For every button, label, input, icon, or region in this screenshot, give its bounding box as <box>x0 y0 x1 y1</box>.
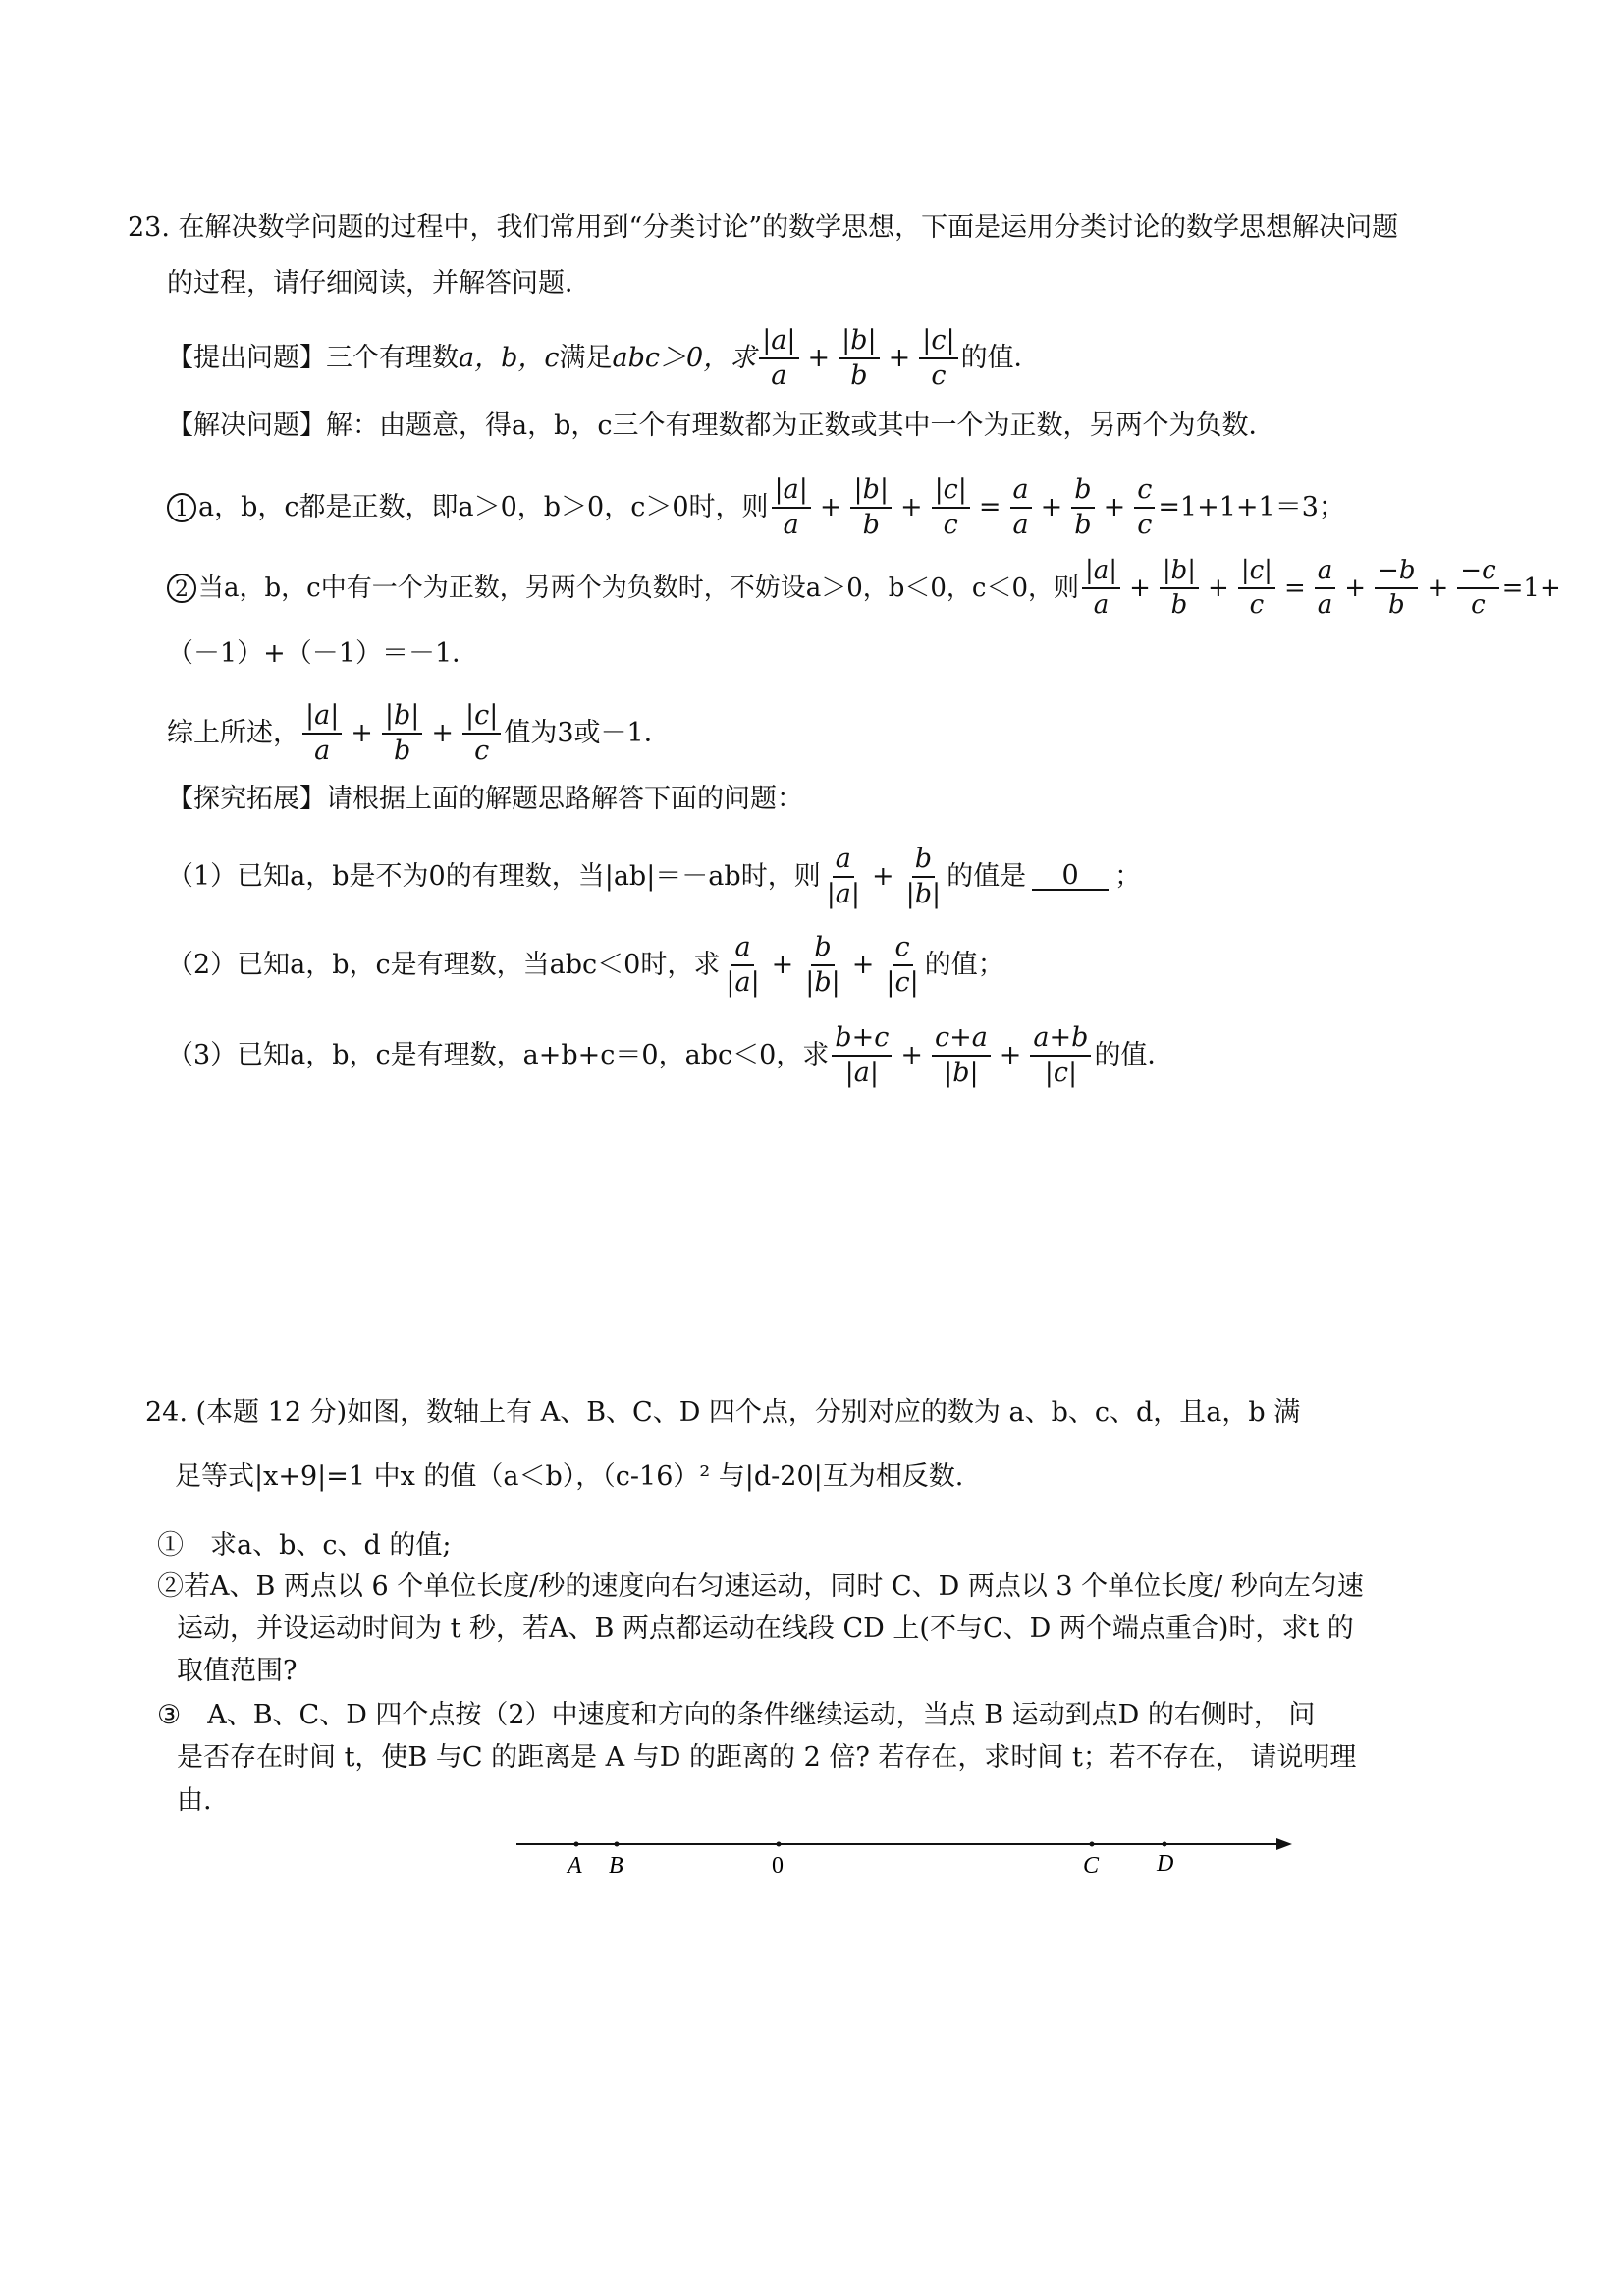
q24-item3-line2: 是否存在时间 t，使B 与C 的距离是 A 与D 的距离的 2 倍? 若存在，求时间 t；若不存在， 请说明理 <box>177 1742 1357 1773</box>
circled-number-1: 1 <box>167 493 196 522</box>
case2-text: 当a，b，c中有一个为正数，另两个为负数时，不妨设a＞0，b＜0，c＜0，则 <box>198 573 1080 603</box>
q23-line1: 23. 在解决数学问题的过程中，我们常用到“分类讨论”的数学思想，下面是运用分类讨论的数学思想解决问题 <box>128 212 1399 243</box>
q24-item2-line1: ②若A、B 两点以 6 个单位长度/秒的速度向右匀速运动，同时 C、D 两点以 3 个单位长度/ 秒向左匀速 <box>157 1571 1364 1602</box>
case1-text: a，b，c都是正数，即a＞0，b＞0，c＞0时，则 <box>198 492 769 523</box>
point-a <box>574 1842 579 1847</box>
q23-case1: 1 a，b，c都是正数，即a＞0，b＞0，c＞0时，则 $\frac{|a|}{a}$ + $\frac{|b|}{b}$ + $\frac{|c|}{c}$ = $\frac{a}{a}$ + $\frac{b}{b}$ + $\frac{c}{c}$ =1+1+1＝3； <box>167 473 1345 542</box>
label-zero: 0 <box>772 1853 784 1879</box>
fraction: $\frac{|c|}{c}$ <box>919 324 957 393</box>
point-d <box>1163 1842 1167 1847</box>
number-line-figure <box>511 1827 1296 1885</box>
circled-number-2: 2 <box>167 574 196 603</box>
q24-item3-line3: 由. <box>177 1785 212 1816</box>
q23-part2: （2）已知a，b，c是有理数，当abc＜0时，求 $\frac{a}{|a|}$ + $\frac{b}{|b|}$ + $\frac{c}{|c|}$ 的值； <box>167 932 1004 998</box>
point-zero <box>777 1842 782 1847</box>
arrow-right-icon <box>1276 1838 1292 1850</box>
q24-line2: 足等式|x+9|=1 中x 的值（a＜b），（c-16）² 与|d-20|互为相反数. <box>175 1461 964 1492</box>
case1-result: =1+1+1＝3； <box>1158 492 1345 523</box>
q24-item2-line3: 取值范围? <box>177 1656 298 1686</box>
propose-head: 【提出问题】三个有理数 <box>167 343 459 374</box>
q23-case2: 2 当a，b，c中有一个为正数，另两个为负数时，不妨设a＞0，b＜0，c＜0，则 $\frac{|a|}{a}$ + $\frac{|b|}{b}$ + $\frac{|c|}{c}$ = $\frac{a}{a}$ + $\frac{-b}{b}$ + $\frac{-c}{c}$ =1+ <box>167 555 1561 621</box>
q24-line1: 24. (本题 12 分)如图，数轴上有 A、B、C、D 四个点，分别对应的数为 a、b、c、d，且a，b 满 <box>145 1397 1301 1428</box>
fraction: $\frac{|a|}{a}$ <box>759 324 798 393</box>
q23-part3: （3）已知a，b，c是有理数，a+b+c＝0，abc＜0，求 $\frac{b+c}{|a|}$ + $\frac{c+a}{|b|}$ + $\frac{a+b}{|c|}$ 的值． <box>167 1022 1174 1088</box>
q23-case2-cont: （－1）+（－1）＝－1． <box>167 638 479 669</box>
q24-item2-line2: 运动，并设运动时间为 t 秒，若A、B 两点都运动在线段 CD 上(不与C、D 两个端点重合)时，求t 的 <box>177 1613 1354 1644</box>
propose-tail: 的值． <box>960 343 1041 374</box>
label-d: D <box>1157 1851 1174 1877</box>
point-b <box>615 1842 620 1847</box>
point-c <box>1090 1842 1095 1847</box>
answer-blank: 0 <box>1032 862 1109 891</box>
q23-part1: （1）已知a，b是不为0的有理数，当|ab|＝－ab时，则 $\frac{a}{|a|}$ + $\frac{b}{|b|}$ 的值是 0 ； <box>167 844 1142 909</box>
label-a: A <box>568 1853 582 1879</box>
propose-mid: 满足 <box>559 343 613 374</box>
q23-propose: 【提出问题】三个有理数 a，b，c 满足 abc＞0，求 $\frac{|a|}{a}$ + $\frac{|b|}{b}$ + $\frac{|c|}{c}$ 的值． <box>167 325 1041 391</box>
label-c: C <box>1083 1853 1100 1879</box>
case2-result: =1+ <box>1501 573 1561 603</box>
q24-item3-line1: ③ A、B、C、D 四个点按（2）中速度和方向的条件继续运动，当点 B 运动到点D 的右侧时， 问 <box>157 1700 1316 1730</box>
q23-line2: 的过程，请仔细阅读，并解答问题． <box>167 268 591 299</box>
q23-explore: 【探究拓展】请根据上面的解题思路解答下面的问题： <box>167 784 803 814</box>
label-b: B <box>609 1853 623 1879</box>
propose-vars: a，b，c <box>459 343 560 374</box>
q24-item1: ① 求a、b、c、d 的值; <box>157 1530 452 1560</box>
propose-cond: abc＞0，求 <box>612 343 757 374</box>
fraction: $\frac{|b|}{b}$ <box>839 324 879 393</box>
q23-solve: 【解决问题】解：由题意，得a，b，c三个有理数都为正数或其中一个为正数，另两个为负数． <box>167 410 1275 441</box>
q23-summary: 综上所述， $\frac{|a|}{a}$ + $\frac{|b|}{b}$ + $\frac{|c|}{c}$ 值为3或－1． <box>167 700 671 766</box>
